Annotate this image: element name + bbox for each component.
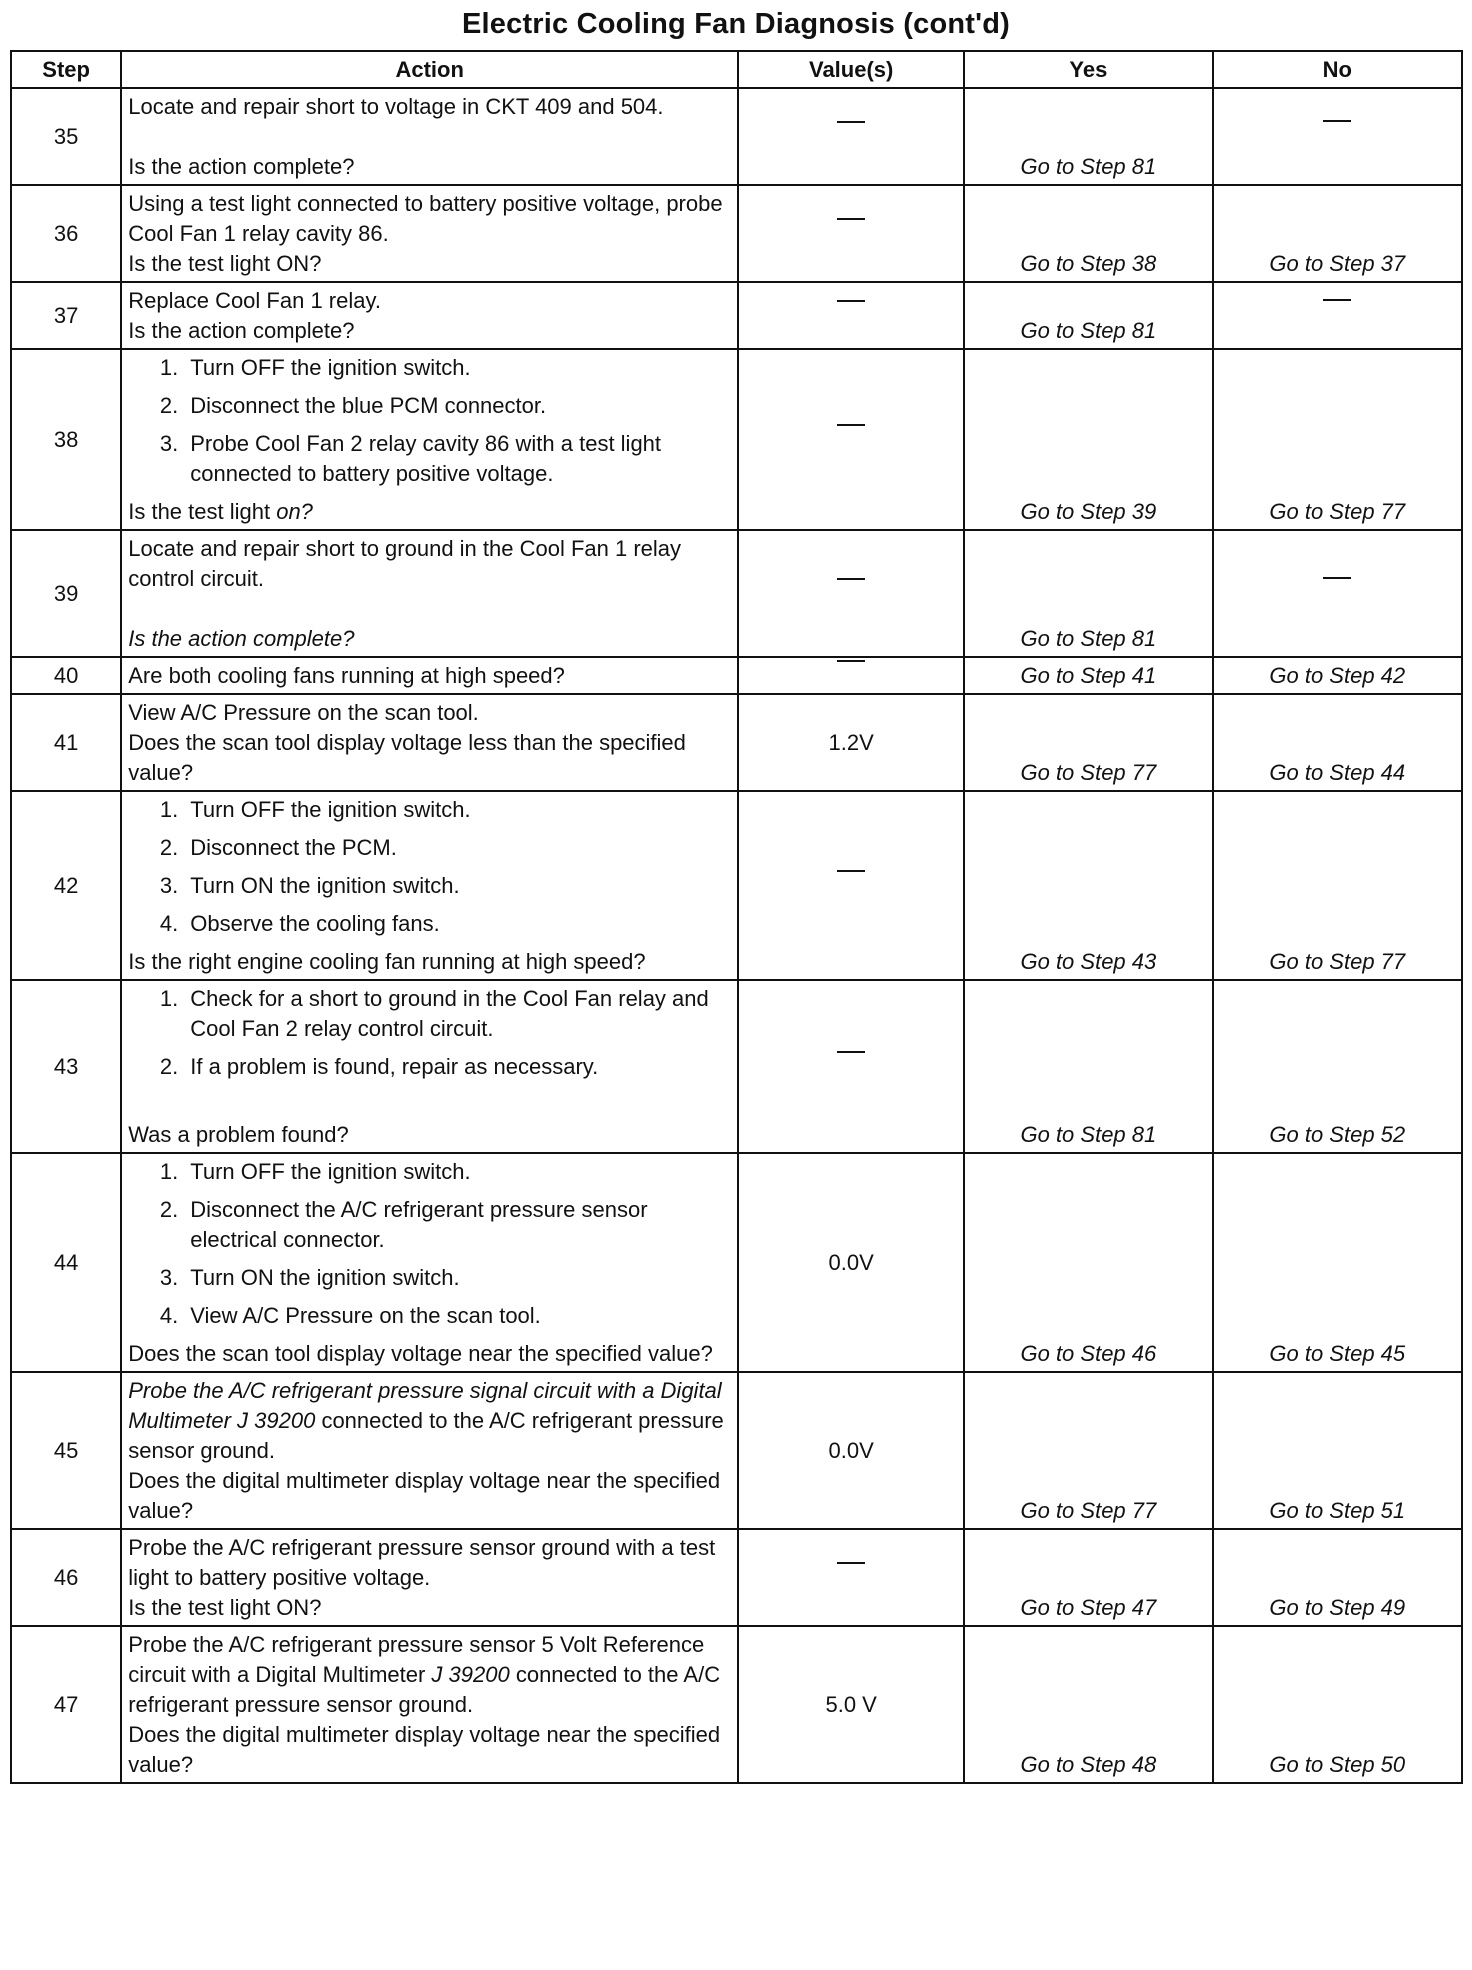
spacer: [128, 1090, 731, 1120]
action-text: [128, 728, 731, 788]
action-text-part: Does the scan tool display voltage near the specified value?: [128, 1341, 713, 1366]
procedure-step: [128, 1195, 731, 1255]
step-number: 45: [11, 1372, 121, 1529]
action-text-part: Probe the A/C refrigerant pressure sensor 5 Volt Reference circuit with a Digital Multimeter: [128, 1632, 705, 1687]
header-action: Action: [121, 51, 738, 88]
yes-cell: Go to Step 81: [964, 282, 1212, 349]
action-text-part: Is the test light ON?: [128, 251, 322, 276]
action-cell: [121, 88, 738, 185]
action-text: [128, 286, 731, 316]
no-cell: [1213, 530, 1462, 657]
step-number: 35: [11, 88, 121, 185]
dash-mark: [837, 1562, 865, 1594]
step-index: 2.: [159, 835, 179, 860]
spacer: [128, 122, 731, 152]
no-cell: Go to Step 42: [1213, 657, 1462, 694]
procedure-step: [128, 391, 731, 421]
value-cell: [738, 530, 964, 657]
no-cell: Go to Step 77: [1213, 349, 1462, 530]
no-cell: Go to Step 49: [1213, 1529, 1462, 1626]
action-text: [128, 1339, 731, 1369]
value-cell: [738, 980, 964, 1153]
action-text-part: Are both cooling fans running at high speed?: [128, 663, 565, 688]
page-title: Electric Cooling Fan Diagnosis (cont'd): [461, 8, 1010, 40]
procedure-step: [128, 833, 731, 863]
yes-cell: Go to Step 41: [964, 657, 1212, 694]
action-text-part: View A/C Pressure on the scan tool.: [128, 700, 479, 725]
procedure-step: [128, 1052, 731, 1082]
no-cell: Go to Step 50: [1213, 1626, 1462, 1783]
action-text: [128, 316, 731, 346]
table-header-row: [11, 51, 1462, 88]
action-text: [128, 1630, 731, 1720]
value-cell: [738, 791, 964, 980]
procedure-step: [128, 871, 731, 901]
value-cell: [738, 185, 964, 282]
step-text: Turn ON the ignition switch.: [190, 1265, 460, 1290]
action-cell: [121, 1529, 738, 1626]
step-text: Disconnect the blue PCM connector.: [190, 393, 547, 418]
step-index: 1.: [159, 797, 179, 822]
action-text: [128, 1120, 731, 1150]
action-cell: [121, 282, 738, 349]
step-index: 3.: [159, 873, 179, 898]
dash-mark: [837, 870, 865, 902]
procedure-steps: [128, 1157, 731, 1331]
dash-mark: [837, 300, 865, 332]
action-text: [128, 1466, 731, 1526]
action-text: [128, 497, 731, 527]
no-cell: Go to Step 44: [1213, 694, 1462, 791]
yes-cell: Go to Step 77: [964, 694, 1212, 791]
step-index: 4.: [159, 911, 179, 936]
step-text: Probe Cool Fan 2 relay cavity 86 with a test light connected to battery positive voltage.: [190, 431, 662, 486]
action-text: [128, 92, 731, 122]
step-text: If a problem is found, repair as necessary.: [190, 1054, 599, 1079]
step-index: 2.: [159, 1054, 179, 1079]
step-number: 36: [11, 185, 121, 282]
dash-mark: [1323, 120, 1351, 152]
procedure-steps: [128, 795, 731, 939]
action-text-part: Replace Cool Fan 1 relay.: [128, 288, 381, 313]
step-index: 3.: [159, 431, 179, 456]
action-text-part: Is the right engine cooling fan running at high speed?: [128, 949, 646, 974]
action-text: [128, 534, 731, 594]
yes-cell: Go to Step 48: [964, 1626, 1212, 1783]
table-row: [11, 791, 1462, 980]
tool-number: on?: [276, 499, 313, 524]
action-cell: [121, 349, 738, 530]
step-number: 43: [11, 980, 121, 1153]
action-cell: [121, 530, 738, 657]
table-row: [11, 694, 1462, 791]
dash-mark: [837, 121, 865, 153]
action-text: [128, 1593, 731, 1623]
value-cell: [738, 1529, 964, 1626]
step-number: 44: [11, 1153, 121, 1372]
yes-cell: Go to Step 81: [964, 530, 1212, 657]
step-text: Turn OFF the ignition switch.: [190, 355, 471, 380]
action-text: [128, 947, 731, 977]
step-text: Disconnect the PCM.: [190, 835, 397, 860]
table-row: [11, 1153, 1462, 1372]
step-text: Disconnect the A/C refrigerant pressure sensor electrical connector.: [190, 1197, 648, 1252]
table-row: [11, 185, 1462, 282]
action-text: [128, 189, 731, 249]
no-cell: Go to Step 51: [1213, 1372, 1462, 1529]
action-text-part: Is the action complete?: [128, 318, 355, 343]
action-text-part: Is the action complete?: [128, 154, 355, 179]
header-step: Step: [11, 51, 121, 88]
value-cell: [738, 282, 964, 349]
yes-cell: Go to Step 46: [964, 1153, 1212, 1372]
value-cell: 5.0 V: [738, 1626, 964, 1783]
dash-mark: [1323, 577, 1351, 609]
yes-cell: Go to Step 43: [964, 791, 1212, 980]
value-cell: 1.2V: [738, 694, 964, 791]
procedure-step: [128, 429, 731, 489]
tool-number: J 39200: [237, 1408, 316, 1433]
action-text-part: Does the digital multimeter display voltage near the specified value?: [128, 1722, 721, 1777]
step-number: 42: [11, 791, 121, 980]
action-text-part: connected to the A/C refrigerant pressure sensor ground.: [128, 1408, 724, 1463]
header-values: Value(s): [738, 51, 964, 88]
table-row: [11, 349, 1462, 530]
step-number: 40: [11, 657, 121, 694]
no-cell: [1213, 88, 1462, 185]
dash-mark: [837, 218, 865, 250]
action-cell: [121, 694, 738, 791]
step-index: 2.: [159, 393, 179, 418]
step-number: 39: [11, 530, 121, 657]
step-index: 2.: [159, 1197, 179, 1222]
yes-cell: Go to Step 81: [964, 88, 1212, 185]
diagnosis-table: [10, 50, 1463, 1784]
step-text: Turn OFF the ignition switch.: [190, 1159, 471, 1184]
step-index: 1.: [159, 355, 179, 380]
action-cell: [121, 980, 738, 1153]
action-text: [128, 1376, 731, 1466]
no-cell: Go to Step 37: [1213, 185, 1462, 282]
table-row: [11, 282, 1462, 349]
action-cell: [121, 1626, 738, 1783]
step-text: Observe the cooling fans.: [190, 911, 440, 936]
table-row: [11, 1626, 1462, 1783]
value-cell: [738, 657, 964, 694]
table-row: [11, 1529, 1462, 1626]
action-cell: [121, 657, 738, 694]
procedure-step: [128, 984, 731, 1044]
action-text: [128, 249, 731, 279]
action-text-part: Is the test light ON?: [128, 1595, 322, 1620]
step-number: 46: [11, 1529, 121, 1626]
yes-cell: Go to Step 39: [964, 349, 1212, 530]
step-text: Check for a short to ground in the Cool Fan relay and Cool Fan 2 relay control circuit.: [190, 986, 709, 1041]
no-cell: Go to Step 45: [1213, 1153, 1462, 1372]
action-text: [128, 1533, 731, 1593]
procedure-steps: [128, 353, 731, 489]
table-row: [11, 657, 1462, 694]
procedure-step: [128, 909, 731, 939]
action-text-part: Does the digital multimeter display voltage near the specified value?: [128, 1468, 721, 1523]
step-index: 1.: [159, 986, 179, 1011]
table-body: [11, 88, 1462, 1783]
step-number: 38: [11, 349, 121, 530]
no-cell: Go to Step 77: [1213, 791, 1462, 980]
dash-mark: [837, 578, 865, 610]
dash-mark: [837, 424, 865, 456]
procedure-step: [128, 1301, 731, 1331]
step-text: Turn OFF the ignition switch.: [190, 797, 471, 822]
action-text-part: Probe the A/C refrigerant pressure sensor ground with a test light to battery positive voltage.: [128, 1535, 716, 1590]
no-cell: [1213, 282, 1462, 349]
value-cell: 0.0V: [738, 1372, 964, 1529]
value-cell: [738, 349, 964, 530]
action-text: [128, 624, 731, 654]
action-text-part: Locate and repair short to voltage in CKT 409 and 504.: [128, 94, 664, 119]
action-text: [128, 1720, 731, 1780]
header-yes: Yes: [964, 51, 1212, 88]
step-index: 3.: [159, 1265, 179, 1290]
action-text-part: Probe the A/C refrigerant pressure signal circuit with a Digital Multimeter: [128, 1378, 722, 1433]
step-text: View A/C Pressure on the scan tool.: [190, 1303, 541, 1328]
procedure-step: [128, 1157, 731, 1187]
yes-cell: Go to Step 47: [964, 1529, 1212, 1626]
table-row: [11, 530, 1462, 657]
procedure-steps: [128, 984, 731, 1082]
action-text: [128, 698, 731, 728]
action-text: [128, 661, 731, 691]
no-cell: Go to Step 52: [1213, 980, 1462, 1153]
action-text-part: Locate and repair short to ground in the Cool Fan 1 relay control circuit.: [128, 536, 682, 591]
procedure-step: [128, 353, 731, 383]
step-number: 47: [11, 1626, 121, 1783]
action-text-part: Using a test light connected to battery positive voltage, probe Cool Fan 1 relay cavity 86.: [128, 191, 723, 246]
step-index: 1.: [159, 1159, 179, 1184]
action-text-part: Is the action complete?: [128, 626, 355, 651]
procedure-step: [128, 795, 731, 825]
yes-cell: Go to Step 81: [964, 980, 1212, 1153]
dash-mark: [837, 1051, 865, 1083]
table-row: [11, 1372, 1462, 1529]
spacer: [128, 594, 731, 624]
value-cell: 0.0V: [738, 1153, 964, 1372]
yes-cell: Go to Step 77: [964, 1372, 1212, 1529]
dash-mark: [1323, 299, 1351, 331]
step-index: 4.: [159, 1303, 179, 1328]
action-text: [128, 152, 731, 182]
action-text-part: connected to the A/C refrigerant pressure sensor ground.: [128, 1662, 721, 1717]
yes-cell: Go to Step 38: [964, 185, 1212, 282]
action-cell: [121, 185, 738, 282]
step-text: Turn ON the ignition switch.: [190, 873, 460, 898]
step-number: 37: [11, 282, 121, 349]
table-row: [11, 88, 1462, 185]
action-text-part: Is the test light: [128, 499, 277, 524]
procedure-step: [128, 1263, 731, 1293]
action-text-part: Does the scan tool display voltage less than the specified value?: [128, 730, 686, 785]
dash-mark: [837, 660, 865, 692]
action-text-part: Was a problem found?: [128, 1122, 349, 1147]
step-number: 41: [11, 694, 121, 791]
action-cell: [121, 1372, 738, 1529]
tool-number: J 39200: [431, 1662, 510, 1687]
table-row: [11, 980, 1462, 1153]
value-cell: [738, 88, 964, 185]
action-cell: [121, 1153, 738, 1372]
action-cell: [121, 791, 738, 980]
header-no: No: [1213, 51, 1462, 88]
